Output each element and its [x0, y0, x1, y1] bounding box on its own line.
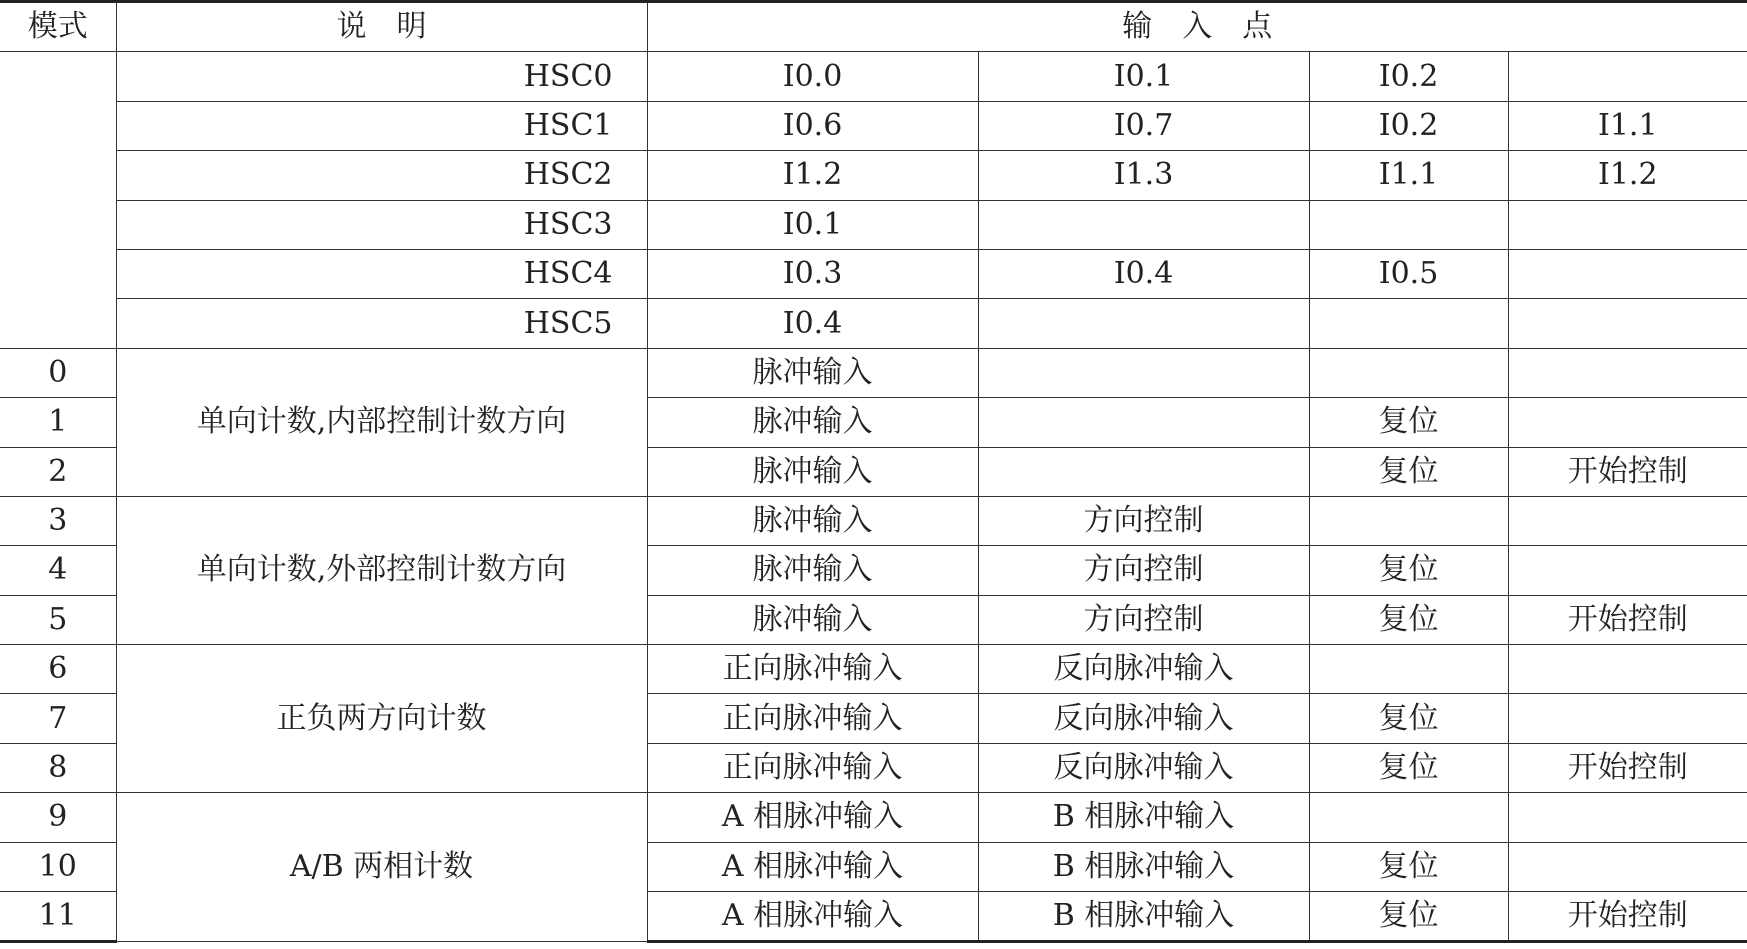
input-cell: I1.2	[1508, 151, 1747, 200]
counter-row	[0, 200, 1747, 249]
input-function-cell	[978, 398, 1309, 447]
counter-name: HSC0	[116, 52, 647, 101]
input-function-cell	[1508, 348, 1747, 397]
mode-number: 5	[0, 595, 116, 644]
input-function-cell: 反向脉冲输入	[978, 645, 1309, 694]
input-cell	[1309, 299, 1508, 348]
input-cell: I0.0	[647, 52, 978, 101]
counter-row	[0, 151, 1747, 200]
counter-name: HSC1	[116, 101, 647, 150]
input-function-cell	[1508, 398, 1747, 447]
mode-number: 10	[0, 842, 116, 891]
mode-row	[0, 793, 1747, 842]
input-cell: I0.2	[1309, 101, 1508, 150]
mode-number: 11	[0, 892, 116, 942]
mode-number: 6	[0, 645, 116, 694]
counter-name: HSC4	[116, 249, 647, 298]
description-header: 说 明	[116, 2, 647, 52]
counter-row	[0, 52, 1747, 101]
mode-number: 0	[0, 348, 116, 397]
mode-number: 9	[0, 793, 116, 842]
counter-row	[0, 249, 1747, 298]
input-cell	[1508, 299, 1747, 348]
input-function-cell: 正向脉冲输入	[647, 694, 978, 743]
input-function-cell: 复位	[1309, 892, 1508, 942]
input-cell: I0.7	[978, 101, 1309, 150]
mode-row	[0, 348, 1747, 397]
input-function-cell	[1508, 694, 1747, 743]
input-function-cell	[1309, 645, 1508, 694]
input-function-cell: 复位	[1309, 694, 1508, 743]
input-cell: I1.2	[647, 151, 978, 200]
input-function-cell	[1508, 546, 1747, 595]
input-function-cell	[1309, 496, 1508, 545]
input-function-cell: 复位	[1309, 546, 1508, 595]
input-function-cell	[978, 348, 1309, 397]
mode-number: 4	[0, 546, 116, 595]
header-row	[0, 2, 1747, 52]
input-cell	[1508, 249, 1747, 298]
input-function-cell	[1309, 348, 1508, 397]
mode-description: 单向计数,内部控制计数方向	[116, 348, 647, 496]
input-function-cell: 反向脉冲输入	[978, 694, 1309, 743]
mode-description: 正负两方向计数	[116, 645, 647, 793]
input-cell: I0.4	[978, 249, 1309, 298]
input-function-cell: 复位	[1309, 447, 1508, 496]
input-cell: I0.6	[647, 101, 978, 150]
input-function-cell	[1508, 793, 1747, 842]
mode-description: A/B 两相计数	[116, 793, 647, 942]
mode-number: 7	[0, 694, 116, 743]
input-function-cell: 开始控制	[1508, 447, 1747, 496]
input-cell	[1508, 200, 1747, 249]
mode-header: 模式	[0, 2, 116, 52]
input-function-cell: 脉冲输入	[647, 546, 978, 595]
input-function-cell	[1309, 793, 1508, 842]
input-function-cell	[1508, 842, 1747, 891]
input-cell: I0.1	[978, 52, 1309, 101]
input-points-header: 输 入 点	[647, 2, 1747, 52]
mode-description: 单向计数,外部控制计数方向	[116, 496, 647, 644]
counter-mode-blank	[0, 52, 116, 348]
input-function-cell: 方向控制	[978, 496, 1309, 545]
input-function-cell: B 相脉冲输入	[978, 842, 1309, 891]
input-function-cell: A 相脉冲输入	[647, 793, 978, 842]
input-function-cell: A 相脉冲输入	[647, 892, 978, 942]
counter-name: HSC3	[116, 200, 647, 249]
input-function-cell: 复位	[1309, 842, 1508, 891]
mode-row	[0, 645, 1747, 694]
input-function-cell: B 相脉冲输入	[978, 793, 1309, 842]
input-function-cell: 脉冲输入	[647, 398, 978, 447]
input-function-cell	[1508, 645, 1747, 694]
input-cell	[1508, 52, 1747, 101]
mode-number: 8	[0, 743, 116, 792]
input-function-cell: 复位	[1309, 743, 1508, 792]
counter-row	[0, 101, 1747, 150]
input-function-cell: 方向控制	[978, 546, 1309, 595]
input-function-cell: 复位	[1309, 398, 1508, 447]
input-function-cell: 方向控制	[978, 595, 1309, 644]
mode-number: 2	[0, 447, 116, 496]
input-function-cell: 脉冲输入	[647, 348, 978, 397]
input-cell	[978, 299, 1309, 348]
input-function-cell: 开始控制	[1508, 743, 1747, 792]
input-cell: I1.1	[1309, 151, 1508, 200]
input-cell: I0.4	[647, 299, 978, 348]
input-function-cell: 脉冲输入	[647, 595, 978, 644]
input-function-cell	[1508, 496, 1747, 545]
input-function-cell: 开始控制	[1508, 892, 1747, 942]
input-function-cell: 脉冲输入	[647, 496, 978, 545]
mode-number: 1	[0, 398, 116, 447]
input-function-cell: B 相脉冲输入	[978, 892, 1309, 942]
input-function-cell: A 相脉冲输入	[647, 842, 978, 891]
counter-name: HSC2	[116, 151, 647, 200]
input-cell: I1.3	[978, 151, 1309, 200]
input-function-cell: 正向脉冲输入	[647, 645, 978, 694]
counter-row	[0, 299, 1747, 348]
input-cell: I0.2	[1309, 52, 1508, 101]
input-cell	[978, 200, 1309, 249]
input-cell: I0.1	[647, 200, 978, 249]
input-function-cell	[978, 447, 1309, 496]
input-function-cell: 脉冲输入	[647, 447, 978, 496]
input-cell: I0.3	[647, 249, 978, 298]
input-cell	[1309, 200, 1508, 249]
input-cell: I0.5	[1309, 249, 1508, 298]
input-cell: I1.1	[1508, 101, 1747, 150]
mode-row	[0, 496, 1747, 545]
input-function-cell: 反向脉冲输入	[978, 743, 1309, 792]
mode-number: 3	[0, 496, 116, 545]
input-function-cell: 正向脉冲输入	[647, 743, 978, 792]
input-function-cell: 复位	[1309, 595, 1508, 644]
counter-name: HSC5	[116, 299, 647, 348]
input-function-cell: 开始控制	[1508, 595, 1747, 644]
